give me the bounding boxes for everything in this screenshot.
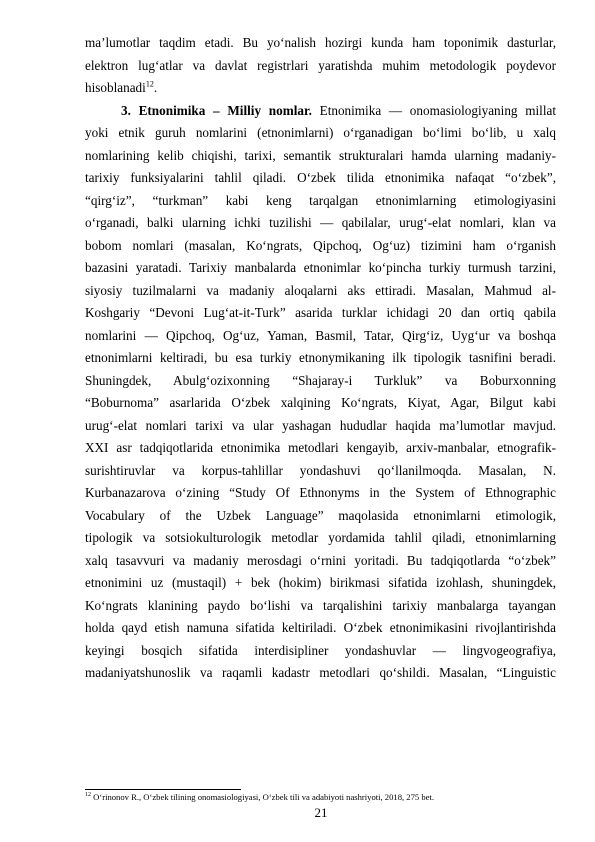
text-line: etnonimini uz (mustaqil) + bek (hokim) birikmasi sifatida izohlash, shuningdek, <box>85 575 556 590</box>
page-number: 21 <box>314 805 328 820</box>
text-line-end: . <box>153 80 158 95</box>
text-line: “qirg‘iz”, “turkman” kabi keng tarqalgan etnonimlarning etimologiyasini <box>85 192 556 208</box>
footnote <box>85 791 556 803</box>
text-line: madaniyatshunoslik va raqamli kadastr metodlari qo‘shildi. Masalan, “Linguistic <box>85 665 556 680</box>
text-line: “Boburnoma” asarlarida O‘zbek xalqining Ko‘ngrats, Kiyat, Agar, Bilgut kabi <box>85 395 556 410</box>
text-line: surishtiruvlar va korpus-tahlillar yondashuvi qo‘llanilmoqda. Masalan, N. <box>85 462 556 478</box>
text-line: Koshgariy “Devoni Lug‘at-it-Turk” asarida turklar ichidagi 20 dan ortiq qabila <box>85 305 556 320</box>
section-heading-line <box>85 100 556 123</box>
text-line: xalq tasavvuri va madaniy merosdagi o‘rnini yoritadi. Bu tadqiqotlarda “o‘zbek” <box>85 552 556 568</box>
section-heading: 3. Etnonimika – Milliy nomlar. <box>121 102 312 118</box>
text-line <box>85 77 556 100</box>
text-line: tipologik va sotsiokulturologik metodlar yordamida tahlil qiladi, etnonimlarning <box>85 530 556 545</box>
text-line: ma’lumotlar taqdim etadi. Bu yo‘nalish hozirgi kunda ham toponimik dasturlar, <box>85 35 556 50</box>
text-line: o‘rganadi, balki ularning ichki tuzilishi — qabilalar, urug‘-elat nomlari, klan va <box>85 215 556 230</box>
text-line: Kurbanazarova o‘zining “Study Of Ethnonyms in the System of Ethnographic <box>85 485 556 500</box>
text-line: Ko‘ngrats klanining paydo bo‘lishi va tarqalishini tarixiy manbalarga tayangan <box>85 597 556 613</box>
text-line: bazasini yaratadi. Tarixiy manbalarda etnonimlar ko‘pincha turkiy turmush tarzini, <box>85 260 556 275</box>
footnote-reference[interactable]: 12 <box>145 79 154 89</box>
text-line: nomlarini — Qipchoq, Og‘uz, Yaman, Basmil, Tatar, Qirg‘iz, Uyg‘ur va boshqa <box>85 327 556 343</box>
text-line: urug‘-elat nomlari tarixi va ular yashagan hududlar haqida ma’lumotlar mavjud. <box>85 417 556 433</box>
text-line: XXI asr tadqiqotlarida etnonimika metodlari kengayib, arxiv-manbalar, etnografik- <box>85 440 556 455</box>
text-line: etnonimlarni keltiradi, bu esa turkiy etnonymikaning ilk tipologik tasnifini beradi. <box>85 350 556 365</box>
text-line: tarixiy funksiyalarini tahlil qiladi. O‘zbek tilida etnonimika nafaqat “o‘zbek”, <box>85 170 556 185</box>
footnote-number: 12 <box>85 792 91 799</box>
text-line: keyingi bosqich sifatida interdisipliner yondashuvlar — lingvogeografiya, <box>85 642 556 658</box>
footnote-divider <box>85 789 241 790</box>
body-text <box>85 32 556 685</box>
text-line: holda qayd etish namuna sifatida keltiriladi. O‘zbek etnonimikasini rivojlantirishda <box>85 620 556 635</box>
text-line: nomlarining kelib chiqishi, tarixi, semantik strukturalari hamda ularning madaniy- <box>85 147 556 163</box>
text-line: Shuningdek, Abulg‘ozixonning “Shajaray-i Turkluk” va Boburxonning <box>85 372 556 388</box>
text-line: yoki etnik guruh nomlarini (etnonimlarni) o‘rganadigan bo‘limi bo‘lib, u xalq <box>85 125 556 140</box>
text-line-content: Etnonimika — onomasiologiyaning millat <box>311 102 556 118</box>
footnote-text: O‘rinonov R., O‘zbek tilining onomasiologiyasi, O‘zbek tili va adabiyoti nashriyoti, 2018, 275 bet. <box>91 792 434 802</box>
text-line: Vocabulary of the Uzbek Language” maqolasida etnonimlarni etimologik, <box>85 507 556 523</box>
text-line: bobom nomlari (masalan, Ko‘ngrats, Qipchoq, Og‘uz) tizimini ham o‘rganish <box>85 237 556 253</box>
text-line: siyosiy tuzilmalarni va madaniy aloqalarni aks ettiradi. Masalan, Mahmud al- <box>85 282 556 298</box>
text-line: elektron lug‘atlar va davlat registrlari yaratishda muhim metodologik poydevor <box>85 57 556 73</box>
text-line-content: hisoblanadi <box>85 80 146 95</box>
